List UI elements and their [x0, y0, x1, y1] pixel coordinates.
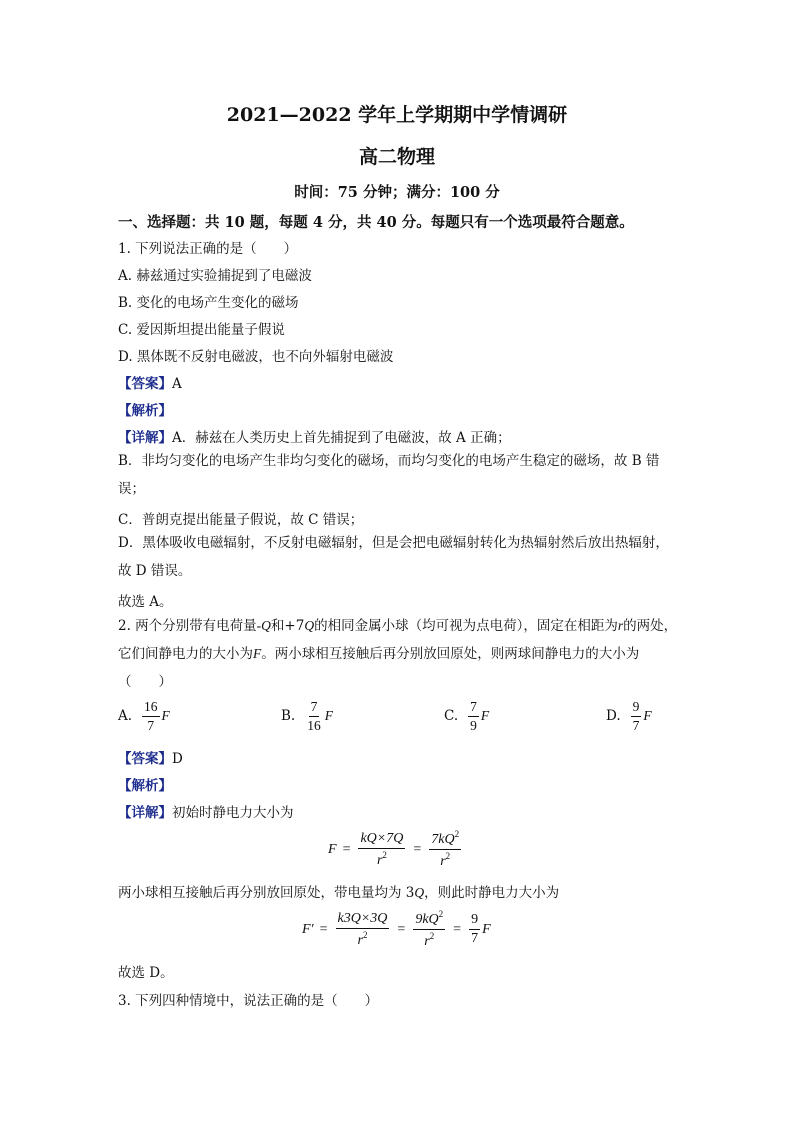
stem-var: r [617, 618, 624, 633]
eq-sign: = [319, 921, 328, 937]
fraction [469, 913, 480, 946]
q1-option-b: B. 变化的电场产生变化的磁场 [118, 295, 299, 311]
answer-value: A [172, 376, 182, 392]
stem-var: -Q [256, 618, 271, 633]
numerator [413, 910, 445, 930]
exam-meta: 时间：75 分钟；满分：100 分 [294, 184, 500, 201]
detail-text: 初始时静电力大小为 [172, 805, 294, 821]
stem-text: 的两处，它们间静电力的大小为 [118, 618, 678, 662]
q1-detail-c: C．普朗克提出能量子假说，故 C 错误； [118, 512, 364, 528]
fraction [358, 832, 405, 868]
stem-text: 。两小球相互接触后再分别放回原处，则两球间静电力的大小为（ ） [118, 646, 640, 690]
den-var: r [357, 932, 363, 948]
detail-tag: 【详解】 [118, 805, 172, 821]
equation-2 [302, 910, 491, 949]
q1-analysis-tag [118, 399, 172, 419]
q2-option-c [444, 700, 489, 732]
stem-text: 的相同金属小球（均可视为点电荷），固定在相距为 [314, 618, 618, 634]
q2-stem [118, 612, 678, 696]
detail-var: Q [414, 885, 425, 900]
answer-value: D [172, 751, 183, 767]
fraction [413, 910, 445, 949]
section-heading: 一、选择题：共 10 题，每题 4 分，共 40 分。每题只有一个选项最符合题意。 [118, 214, 634, 231]
eq-lhs: F [328, 841, 337, 857]
option-label: C. [444, 708, 459, 724]
fraction [305, 700, 323, 732]
eq-lhs: F′ [302, 921, 314, 937]
den-var: r [424, 934, 430, 949]
denominator [438, 850, 452, 869]
num-var: 9kQ [415, 912, 439, 927]
q2-option-d [606, 700, 652, 732]
option-var: F [643, 708, 652, 723]
exponent: 2 [445, 851, 451, 861]
exam-subject: 高二物理 [358, 146, 435, 168]
q2-analysis-tag [118, 774, 172, 794]
q1-detail-b: B．非均匀变化的电场产生非均匀变化的磁场，而均匀变化的电场产生稳定的磁场，故 B 错误； [118, 453, 660, 497]
denominator: 7 [471, 931, 479, 946]
exam-title: 2021—2022 学年上学期期中学情调研 [226, 104, 568, 126]
q1-option-a: A. 赫兹通过实验捕捉到了电磁波 [118, 268, 312, 284]
option-var: F [324, 708, 333, 723]
den-var: r [376, 852, 383, 868]
q1-detail-a [118, 426, 511, 446]
denominator: 7 [147, 717, 155, 733]
exponent: 2 [362, 929, 368, 940]
denominator [422, 930, 436, 949]
numerator: 9 [631, 700, 642, 717]
detail-text: 两小球相互接触后再分别放回原处，带电量均为 3 [118, 885, 415, 901]
denominator: 7 [632, 717, 640, 733]
q1-stem: 1. 下列说法正确的是（ ） [118, 241, 298, 257]
numerator: kQ×7Q [358, 832, 405, 849]
numerator: k3Q×3Q [336, 912, 390, 929]
q2-option-b [281, 700, 333, 732]
detail-tag: 【详解】 [118, 430, 172, 446]
denominator: 16 [307, 717, 321, 733]
eq-sign: = [453, 921, 462, 937]
eq-sign: = [413, 841, 422, 857]
denominator [375, 849, 389, 868]
detail-text: ，则此时静电力大小为 [424, 885, 560, 901]
q1-option-d: D. 黑体既不反射电磁波，也不向外辐射电磁波 [118, 349, 394, 365]
fraction [429, 830, 461, 869]
eq-sign: = [342, 841, 351, 857]
den-var: r [440, 854, 446, 869]
q1-detail-d: D．黑体吸收电磁辐射，不反射电磁辐射，但是会把电磁辐射转化为热辐射然后放出热辐射，故 D 错误。 [118, 535, 669, 579]
numerator: 16 [142, 700, 160, 717]
answer-tag: 【答案】 [118, 376, 172, 392]
q2-detail-1 [118, 801, 294, 821]
q3-stem: 3. 下列四种情境中，说法正确的是（ ） [118, 993, 379, 1009]
option-label: A. [118, 708, 133, 724]
q2-answer [118, 747, 183, 767]
fraction [631, 700, 642, 732]
analysis-tag: 【解析】 [118, 778, 172, 794]
num-var: 7kQ [431, 832, 455, 847]
eq-rhs: F [482, 921, 491, 937]
fraction [336, 912, 390, 948]
fraction [468, 700, 479, 732]
stem-var: F [253, 646, 262, 661]
q1-option-c: C. 爱因斯坦提出能量子假说 [118, 322, 285, 338]
exponent: 2 [454, 829, 460, 839]
exponent: 2 [382, 849, 387, 860]
numerator: 7 [309, 700, 320, 717]
exponent: 2 [438, 909, 444, 919]
stem-text: 2. 两个分别带有电荷量 [118, 618, 257, 634]
numerator: 7 [468, 700, 479, 717]
q2-option-a [118, 700, 170, 732]
stem-var: Q [304, 618, 315, 633]
option-var: F [161, 708, 170, 723]
eq-sign: = [397, 921, 406, 937]
denominator: 9 [470, 717, 477, 733]
option-var: F [480, 708, 490, 723]
q1-answer [118, 372, 182, 392]
numerator: 9 [469, 913, 480, 930]
equation-1 [328, 830, 463, 869]
answer-tag: 【答案】 [118, 751, 172, 767]
fraction [142, 700, 160, 732]
q1-conclusion: 故选 A。 [118, 594, 173, 610]
detail-text: A．赫兹在人类历史上首先捕捉到了电磁波，故 A 正确； [172, 430, 511, 446]
exponent: 2 [429, 931, 435, 941]
option-label: D. [606, 708, 621, 724]
q2-detail-2 [118, 881, 559, 901]
analysis-tag: 【解析】 [118, 403, 172, 419]
denominator [356, 929, 370, 948]
option-label: B. [281, 708, 296, 724]
numerator [429, 830, 461, 850]
stem-text: 和+7 [270, 618, 305, 634]
q2-conclusion: 故选 D。 [118, 965, 174, 981]
